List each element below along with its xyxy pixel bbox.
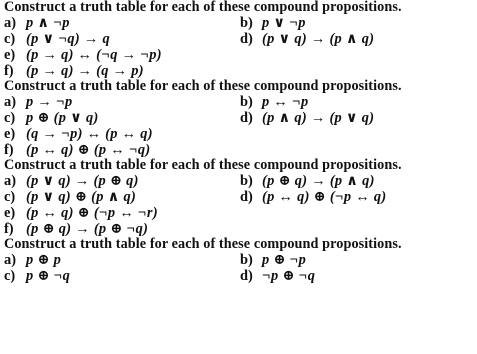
exercise-expression: (p ∨ q) → (p ⊕ q) [26,173,139,189]
exercise-row [4,31,466,47]
exercise-expression: (p ∨ ¬q) → q [26,31,110,47]
exercise-expression: p → ¬p [26,94,73,110]
exercise-item-e [4,126,153,142]
exercise-row [4,110,466,126]
section-instruction: Construct a truth table for each of these compound propositions. [4,78,402,94]
exercise-section-3 [4,158,466,237]
exercise-section-1 [4,0,466,79]
exercise-expression: (p ∨ q) ⊕ (p ∧ q) [26,189,137,205]
exercise-item-c [4,189,136,205]
exercise-row [4,173,466,189]
exercise-label: b) [240,252,253,268]
exercise-item-c [4,110,99,126]
exercise-expression: (p ↔ q) ⊕ (p ↔ ¬q) [26,142,151,158]
exercise-label: c) [4,110,16,126]
exercise-row [4,205,466,221]
exercise-row [4,221,466,237]
exercise-row [4,252,466,268]
exercise-expression: ¬p ⊕ ¬q [262,268,316,284]
exercise-item-d [240,189,387,205]
exercise-item-a [4,94,73,110]
exercise-expression: p ↔ ¬p [262,94,309,110]
exercise-label: c) [4,31,16,47]
exercise-section-4 [4,237,466,284]
exercise-expression: p ⊕ (p ∨ q) [26,110,99,126]
exercise-label: d) [240,268,253,284]
exercise-label: a) [4,173,16,189]
exercise-item-e [4,47,162,63]
exercise-label: d) [240,110,253,126]
exercise-label: e) [4,126,16,142]
exercise-label: a) [4,94,16,110]
exercise-label: e) [4,205,16,221]
exercise-expression: (p → q) ↔ (¬q → ¬p) [26,47,162,63]
exercise-item-d [240,268,315,284]
exercise-label: f) [4,63,14,79]
exercise-expression: p ∧ ¬p [26,15,70,31]
exercise-item-b [240,94,309,110]
exercise-expression: (p ↔ q) ⊕ (¬p ↔ q) [262,189,387,205]
exercise-expression: (p ↔ q) ⊕ (¬p ↔ ¬r) [26,205,158,221]
exercise-row [4,47,466,63]
exercise-label: b) [240,173,253,189]
exercise-item-f [4,63,144,79]
exercise-row [4,63,466,79]
exercise-label: f) [4,142,14,158]
section-instruction: Construct a truth table for each of these compound propositions. [4,0,402,15]
exercise-label: e) [4,47,16,63]
exercise-expression: (p ⊕ q) → (p ∧ q) [262,173,375,189]
exercise-expression: (p ∧ q) → (p ∨ q) [262,110,375,126]
exercise-item-a [4,15,70,31]
exercise-item-e [4,205,158,221]
exercise-expression: p ⊕ ¬p [262,252,307,268]
exercise-row [4,268,466,284]
exercise-item-f [4,221,148,237]
exercise-row [4,189,466,205]
exercise-item-f [4,142,151,158]
exercise-label: a) [4,15,16,31]
exercise-expression: (q → ¬p) ↔ (p ↔ q) [26,126,153,142]
section-instruction: Construct a truth table for each of these compound propositions. [4,157,402,173]
exercise-item-d [240,31,374,47]
exercise-row [4,126,466,142]
exercise-expression: (p → q) → (q → p) [26,63,144,79]
exercise-expression: p ⊕ ¬q [26,268,71,284]
exercise-section-2 [4,79,466,158]
exercise-row [4,94,466,110]
exercise-label: f) [4,221,14,237]
exercise-label: d) [240,31,253,47]
exercise-label: b) [240,15,253,31]
exercise-expression: p ∨ ¬p [262,15,306,31]
exercise-label: c) [4,268,16,284]
exercise-expression: (p ⊕ q) → (p ⊕ ¬q) [26,221,149,237]
exercise-item-b [240,173,375,189]
exercise-label: d) [240,189,253,205]
exercise-expression: (p ∨ q) → (p ∧ q) [262,31,375,47]
exercise-label: b) [240,94,253,110]
exercise-item-b [240,252,306,268]
exercise-item-a [4,252,61,268]
exercise-label: c) [4,189,16,205]
exercise-label: a) [4,252,16,268]
exercise-item-c [4,268,70,284]
exercise-expression: p ⊕ p [26,252,62,268]
exercise-item-c [4,31,110,47]
document-page [4,0,466,284]
exercise-item-b [240,15,306,31]
exercise-row [4,15,466,31]
section-instruction: Construct a truth table for each of these compound propositions. [4,236,402,252]
exercise-row [4,142,466,158]
exercise-item-a [4,173,139,189]
exercise-item-d [240,110,374,126]
